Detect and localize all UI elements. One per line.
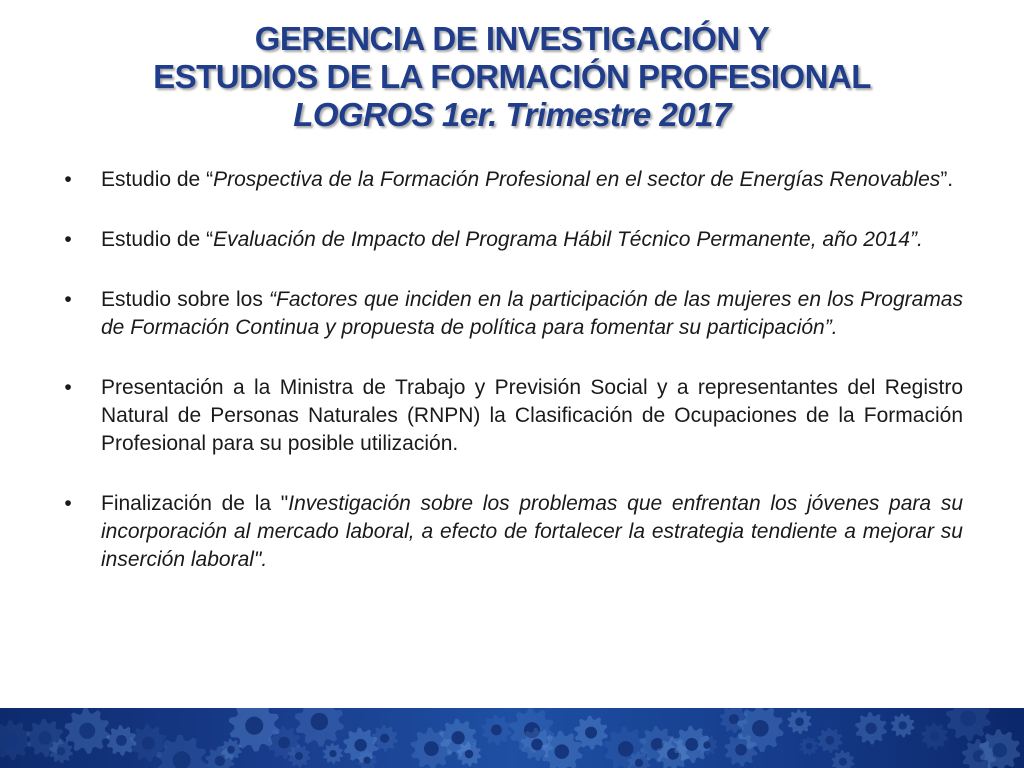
gear-hole-icon: [116, 735, 127, 746]
bullet-text-plain: ”.: [940, 168, 954, 191]
gear-hole-icon: [703, 741, 710, 748]
gear-hole-icon: [424, 741, 439, 756]
bullet-text-italic: “Factores que inciden en la participación de las mujeres en los Programas de Formación Continua y propuesta de política para fomentar su participación”.: [101, 288, 963, 339]
bullet-icon: •: [64, 228, 72, 251]
gear-hole-icon: [311, 713, 328, 730]
bullet-text-plain: Estudio de “: [101, 168, 214, 191]
gear-hole-icon: [992, 743, 1007, 758]
bullet-icon: •: [64, 376, 72, 399]
title-line-2: ESTUDIOS DE LA FORMACIÓN PROFESIONAL: [153, 58, 871, 95]
gear-hole-icon: [491, 724, 502, 735]
footer-gear-band: [0, 708, 1024, 768]
gear-hole-icon: [899, 721, 907, 729]
gear-hole-icon: [865, 723, 876, 734]
bullet-icon: •: [64, 288, 72, 311]
bullet-text-plain: Finalización de la ": [101, 492, 289, 515]
gear-hole-icon: [380, 734, 389, 743]
gear-hole-icon: [635, 759, 643, 767]
gear-hole-icon: [960, 710, 976, 726]
bullet-list: [58, 166, 963, 606]
bullet-icon: •: [64, 492, 72, 515]
gear-hole-icon: [825, 736, 834, 745]
gear-hole-icon: [685, 738, 698, 751]
bullet-text-plain: Estudio de “: [101, 228, 214, 251]
gear-hole-icon: [329, 750, 336, 757]
gear-hole-icon: [554, 744, 569, 759]
title-line-3: LOGROS 1er. Trimestre 2017: [293, 96, 731, 133]
gear-hole-icon: [57, 747, 65, 755]
gear-hole-icon: [5, 733, 19, 747]
gear-hole-icon: [930, 731, 939, 740]
gear-hole-icon: [839, 758, 847, 766]
bullet-text-italic: Evaluación de Impacto del Programa Hábil Técnico Permanente, año 2014”.: [213, 228, 923, 251]
gear-hole-icon: [465, 750, 474, 759]
gear-hole-icon: [729, 714, 739, 724]
title-line-1: GERENCIA DE INVESTIGACIÓN Y: [254, 20, 770, 57]
gear-hole-icon: [245, 717, 263, 735]
gear-hole-icon: [531, 739, 543, 751]
bullet-text-italic: Investigación sobre los problemas que enfrentan los jóvenes para su incorporación al mercado laboral, a efecto de fortalecer la estrategia tendiente a mejorar su inserción laboral".: [101, 492, 963, 571]
gear-hole-icon: [735, 744, 747, 756]
gear-hole-icon: [142, 737, 155, 750]
gear-hole-icon: [363, 757, 370, 764]
gear-hole-icon: [806, 743, 813, 750]
bullet-item-5: [58, 490, 963, 574]
slide-title: [0, 20, 1024, 134]
gear-hole-icon: [585, 727, 597, 739]
bullet-item-3: [58, 286, 963, 342]
gears-pattern-icon: [0, 708, 1024, 768]
bullet-text-plain: Presentación a la Ministra de Trabajo y Previsión Social y a representantes del Registro Natural de Personas Naturales (RNPN) la Clasificación de Ocupaciones de la Formación Profesional para su posible utilización.: [101, 376, 963, 455]
gear-hole-icon: [38, 731, 51, 744]
gear-hole-icon: [618, 741, 634, 757]
bullet-item-2: [58, 226, 963, 254]
gear-hole-icon: [79, 723, 95, 739]
gear-hole-icon: [795, 717, 804, 726]
gear-hole-icon: [752, 720, 769, 737]
bullet-item-4: [58, 374, 963, 458]
bullet-text-plain: Estudio sobre los: [101, 288, 270, 311]
gear-hole-icon: [354, 739, 366, 751]
gear-hole-icon: [452, 731, 465, 744]
gear-hole-icon: [227, 746, 235, 754]
bullet-icon: •: [64, 168, 72, 191]
gear-hole-icon: [215, 756, 225, 766]
bullet-text-italic: Prospectiva de la Formación Profesional en el sector de Energías Renovables: [213, 168, 941, 191]
bullet-item-1: [58, 166, 963, 194]
gear-hole-icon: [295, 752, 303, 760]
gear-hole-icon: [278, 737, 290, 749]
